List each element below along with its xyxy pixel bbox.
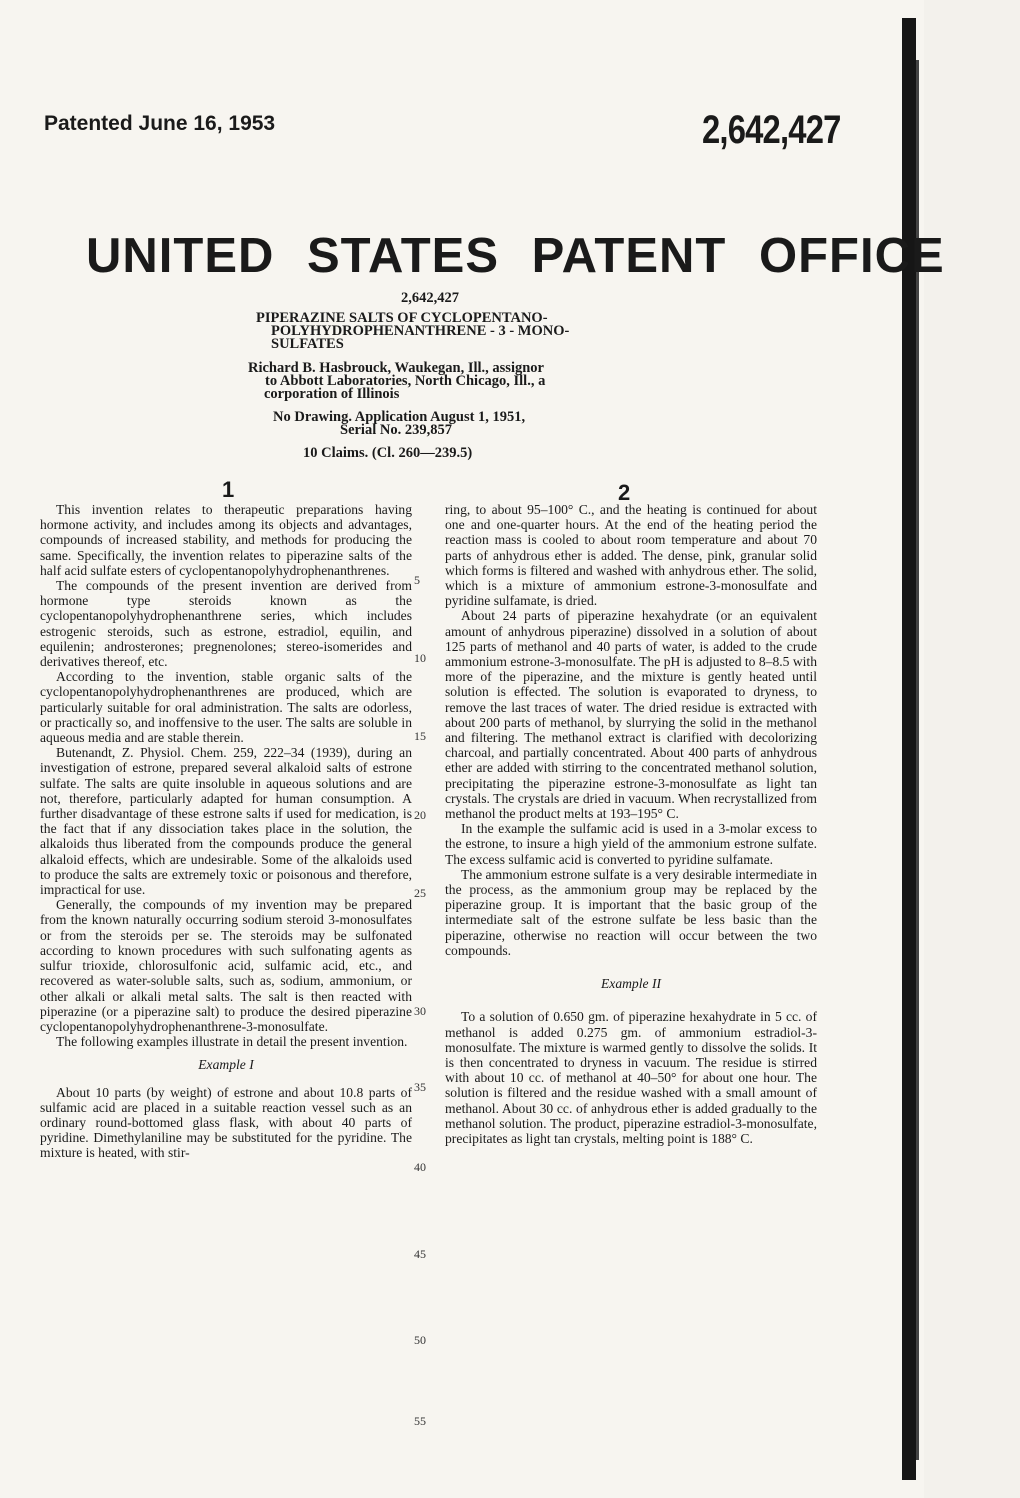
paragraph: About 24 parts of piperazine hexahydrate (or an equivalent amount of anhydrous piperazine) dissolved in a solution of about 125 parts of methanol and 40 parts of water, is added to the crude ammonium estrone-3-monosulfate. The pH is adjusted to 8–8.5 with more of the piperazine, and the mixture is gently heated until solution is effected. The solution is evaporated to dryness, to remove the last traces of water. The dried residue is extracted with about 200 parts of methanol, by slurrying the solid in the methanol and filtering. The methanol extract is clarified with decolorizing charcoal, and partially concentrated. About 400 parts of anhydrous ether are added with stirring to the concentrated methanol solution, precipitating the piperazine estrone-3-monosulfate as light tan crystals. The crystals are dried in vacuum. When recrystallized from methanol the product melts at 193–195° C. — [445, 608, 818, 822]
claims-line: 10 Claims. (Cl. 260—239.5) — [303, 445, 473, 461]
paragraph: Butenandt, Z. Physiol. Chem. 259, 222–34 (1939), during an investigation of estrone, prepared several alkaloid salts of estrone sulfate. The salts are quite insoluble in aqueous solutions and are not, therefore, particularly adapted for human consumption. A further disadvantage of these estrone salts if used for medication, is the fact that if any dissociation takes place in the solution, the alkaloids thus liberated from the compounds produce the general alkaloid effects, which are undesirable. Some of the alkaloids used to produce the salts are extremely toxic or poisonous and therefore, impractical for use. — [40, 745, 412, 898]
paragraph: According to the invention, stable organic salts of the cyclopentanopolyhydrophenanthrenes are produced, which are particularly suitable for oral administration. The salts are odorless, or practically so, and inoffensive to the user. The salts are soluble in aqueous media and are stable therein. — [40, 669, 412, 746]
line-number: 45 — [414, 1247, 426, 1261]
line-number: 35 — [414, 1080, 426, 1094]
title-line: SULFATES — [271, 336, 344, 352]
column-number: 1 — [222, 477, 235, 502]
paragraph: ring, to about 95–100° C., and the heating is continued for about one and one-quarter hours. At the end of the heating period the reaction mass is cooled to about room temperature and about 70 parts of anhydrous ether is added. The dense, pink, granular solid which forms is filtered and washed with anhydrous ether. The solid, which is a mixture of ammonium estrone-3-monosulfate and pyridine sulfamate, is dried. — [445, 502, 817, 609]
paragraph: The ammonium estrone sulfate is a very desirable intermediate in the process, as the ammonium group may be replaced by the piperazine group. It is important that the basic group of the intermediate salt of the estrone sulfate be less basic than the piperazine, otherwise no reaction will occur between the two compounds. — [445, 866, 817, 958]
application-line: No Drawing. Application August 1, 1951, — [273, 409, 526, 425]
page-margin — [924, 0, 1020, 1498]
patent-date: Patented June 16, 1953 — [44, 112, 276, 135]
title-line: PIPERAZINE SALTS OF CYCLOPENTANO- — [256, 310, 548, 326]
office-title: UNITED STATES PATENT OFFICE — [86, 229, 945, 283]
example-heading: Example I — [198, 1057, 254, 1073]
inventor-line: corporation of Illinois — [264, 386, 400, 402]
line-number: 50 — [414, 1333, 426, 1347]
line-number: 55 — [414, 1414, 426, 1428]
line-number: 20 — [414, 808, 426, 822]
line-number: 15 — [414, 729, 426, 743]
line-number: 40 — [414, 1160, 426, 1174]
paragraph: Generally, the compounds of my invention may be prepared from the known naturally occurring sodium steroid 3-monosulfates or from the steroids per se. The steroids may be sulfonated according to known procedures with such sulfonating agents as sulfur trioxide, chlorosulfonic acid, sulfamic acid, etc., and recovered as water-soluble salts, such as, sodium, ammonium, or other alkali or alkali metal salts. The salt is then reacted with piperazine (or a piperazine salt) to produce the desired piperazine cyclopentanopolyhydrophenanthrene-3-monosulfate. — [40, 897, 412, 1034]
line-number: 10 — [414, 651, 426, 665]
paragraph: In the example the sulfamic acid is used in a 3-molar excess to the estrone, to insure a high yield of the ammonium estrone sulfate. The excess sulfamic acid is converted to pyridine sulfamate. — [445, 821, 817, 867]
serial-line: Serial No. 239,857 — [340, 422, 452, 438]
title-line: POLYHYDROPHENANTHRENE - 3 - MONO- — [271, 323, 570, 339]
column-right — [445, 502, 817, 1146]
line-number: 25 — [414, 886, 426, 900]
line-number: 5 — [414, 573, 420, 587]
paragraph: The following examples illustrate in detail the present invention. — [56, 1034, 408, 1050]
column-left — [40, 502, 412, 1161]
paragraph: To a solution of 0.650 gm. of piperazine hexahydrate in 5 cc. of methanol is added 0.275 gm. of ammonium estradiol-3-monosulfate. The mixture is warmed gently to dissolve the solids. It is then concentrated to dryness in vacuum. The residue is stirred with about 10 cc. of methanol at 40–50° for about one hour. The solution is filtered and the residue washed with a small amount of methanol. About 30 cc. of anhydrous ether is added gradually to the methanol solution. The product, piperazine estradiol-3-monosulfate, precipitates as light tan crystals, melting point is 188° C. — [445, 1009, 817, 1146]
paragraph: The compounds of the present invention are derived from hormone type steroids known as the cyclopentanopolyhydrophenanthrene series, which includes estrogenic steroids, such as estrone, estradiol, equilin, and equilenin; androsterones; pregnenolones; stereo-isomerides and derivatives thereof, etc. — [40, 578, 412, 670]
front-number: 2,642,427 — [401, 290, 459, 306]
paragraph: This invention relates to therapeutic preparations having hormone activity, and includes among its objects and advantages, compounds of increased stability, and methods for producing the same. Specifically, the invention relates to piperazine salts of the half acid sulfate esters of cyclopentanopolyhydrophenanthrenes. — [40, 502, 412, 578]
example-heading: Example II — [600, 976, 661, 992]
column-number: 2 — [618, 480, 631, 505]
inventor-line: to Abbott Laboratories, North Chicago, Ill., a — [265, 373, 546, 389]
paragraph: About 10 parts (by weight) of estrone and about 10.8 parts of sulfamic acid are placed in a suitable reaction vessel such as an ordinary round-bottomed glass flask, with about 40 parts of pyridine. Dimethylaniline may be substituted for the pyridine. The mixture is heated, with stir- — [40, 1084, 412, 1161]
line-number: 30 — [414, 1004, 426, 1018]
inventor-line: Richard B. Hasbrouck, Waukegan, Ill., assignor — [248, 360, 544, 376]
patent-number: 2,642,427 — [702, 108, 841, 152]
